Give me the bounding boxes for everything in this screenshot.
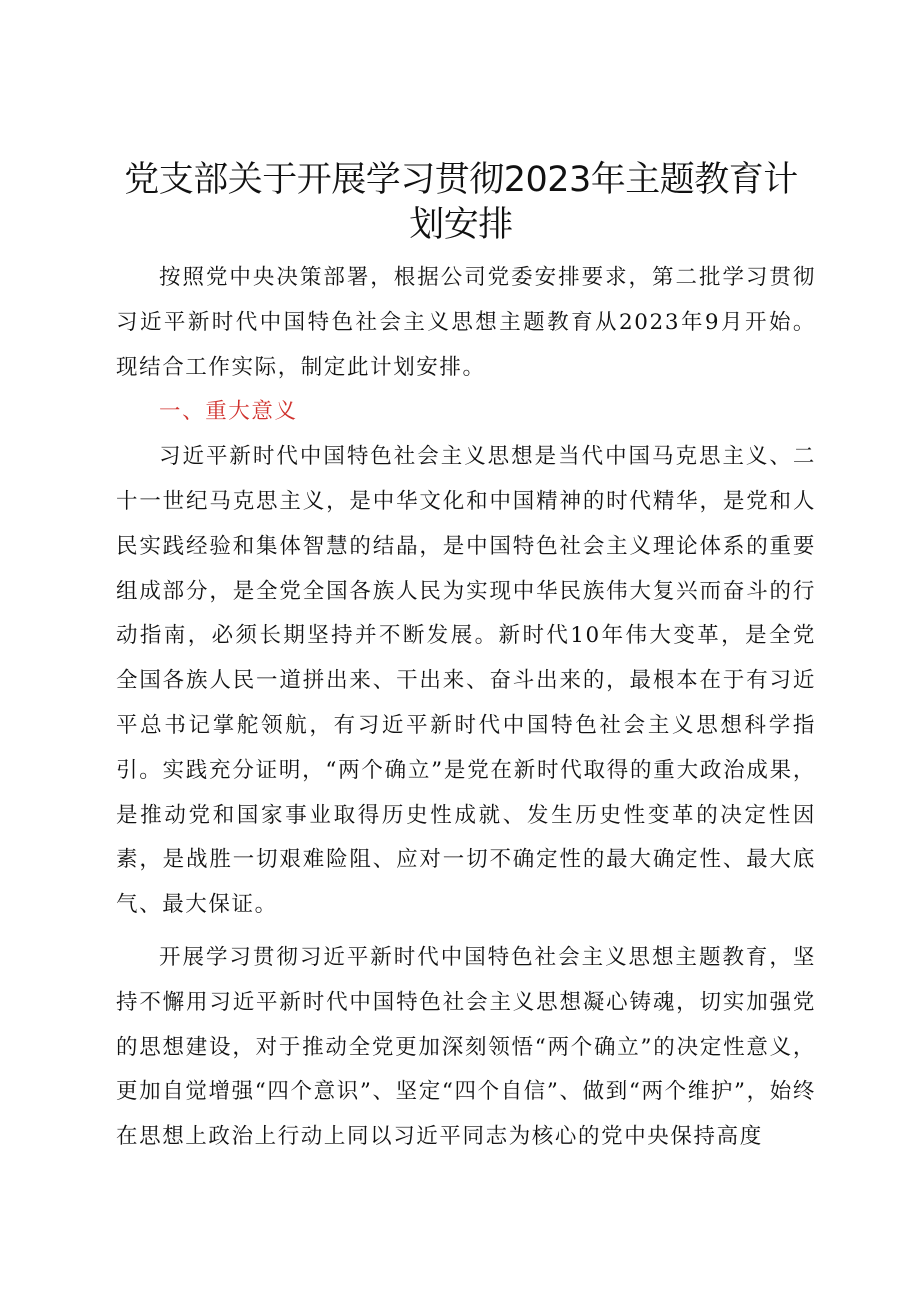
paragraph-gap — [116, 928, 820, 936]
document-title-line-2: 划安排 — [409, 205, 513, 245]
significance-paragraph-2: 开展学习贯彻习近平新时代中国特色社会主义思想主题教育，坚持不懈用习近平新时代中国特色社会主义思想凝心铸魂，切实加强党的思想建设，对于推动全党更加深刻领悟“两个确立”的决定性意义，更加自觉增强“四个意识”、坚定“四个自信”、做到“两个维护”，始终在思想上政治上行动上同以习近平同志为核心的党中央保持高度 — [116, 944, 816, 1150]
significance-paragraph-1: 习近平新时代中国特色社会主义思想是当代中国马克思主义、二十一世纪马克思主义，是中华文化和中国精神的时代精华，是党和人民实践经验和集体智慧的结晶，是中国特色社会主义理论体系的重要组成部分，是全党全国各族人民为实现中华民族伟大复兴而奋斗的行动指南，必须长期坚持并不断发展。新时代10年伟大变革，是全党全国各族人民一道拼出来、干出来、奋斗出来的，最根本在于有习近平总书记掌舵领航，有习近平新时代中国特色社会主义思想科学指引。实践充分证明，“两个确立”是党在新时代取得的重大政治成果，是推动党和国家事业取得历史性成就、发生历史性变革的决定性因素，是战胜一切艰难险阻、应对一切不确定性的最大确定性、最大底气、最大保证。 — [116, 444, 816, 918]
intro-paragraph: 按照党中央决策部署，根据公司党委安排要求，第二批学习贯彻习近平新时代中国特色社会主义思想主题教育从2023年9月开始。现结合工作实际，制定此计划安排。 — [116, 265, 816, 380]
document-title-line-1: 党支部关于开展学习贯彻2023年主题教育计 — [124, 160, 798, 200]
document-title — [102, 158, 820, 248]
section-heading-significance: 一、重大意义 — [159, 399, 298, 425]
